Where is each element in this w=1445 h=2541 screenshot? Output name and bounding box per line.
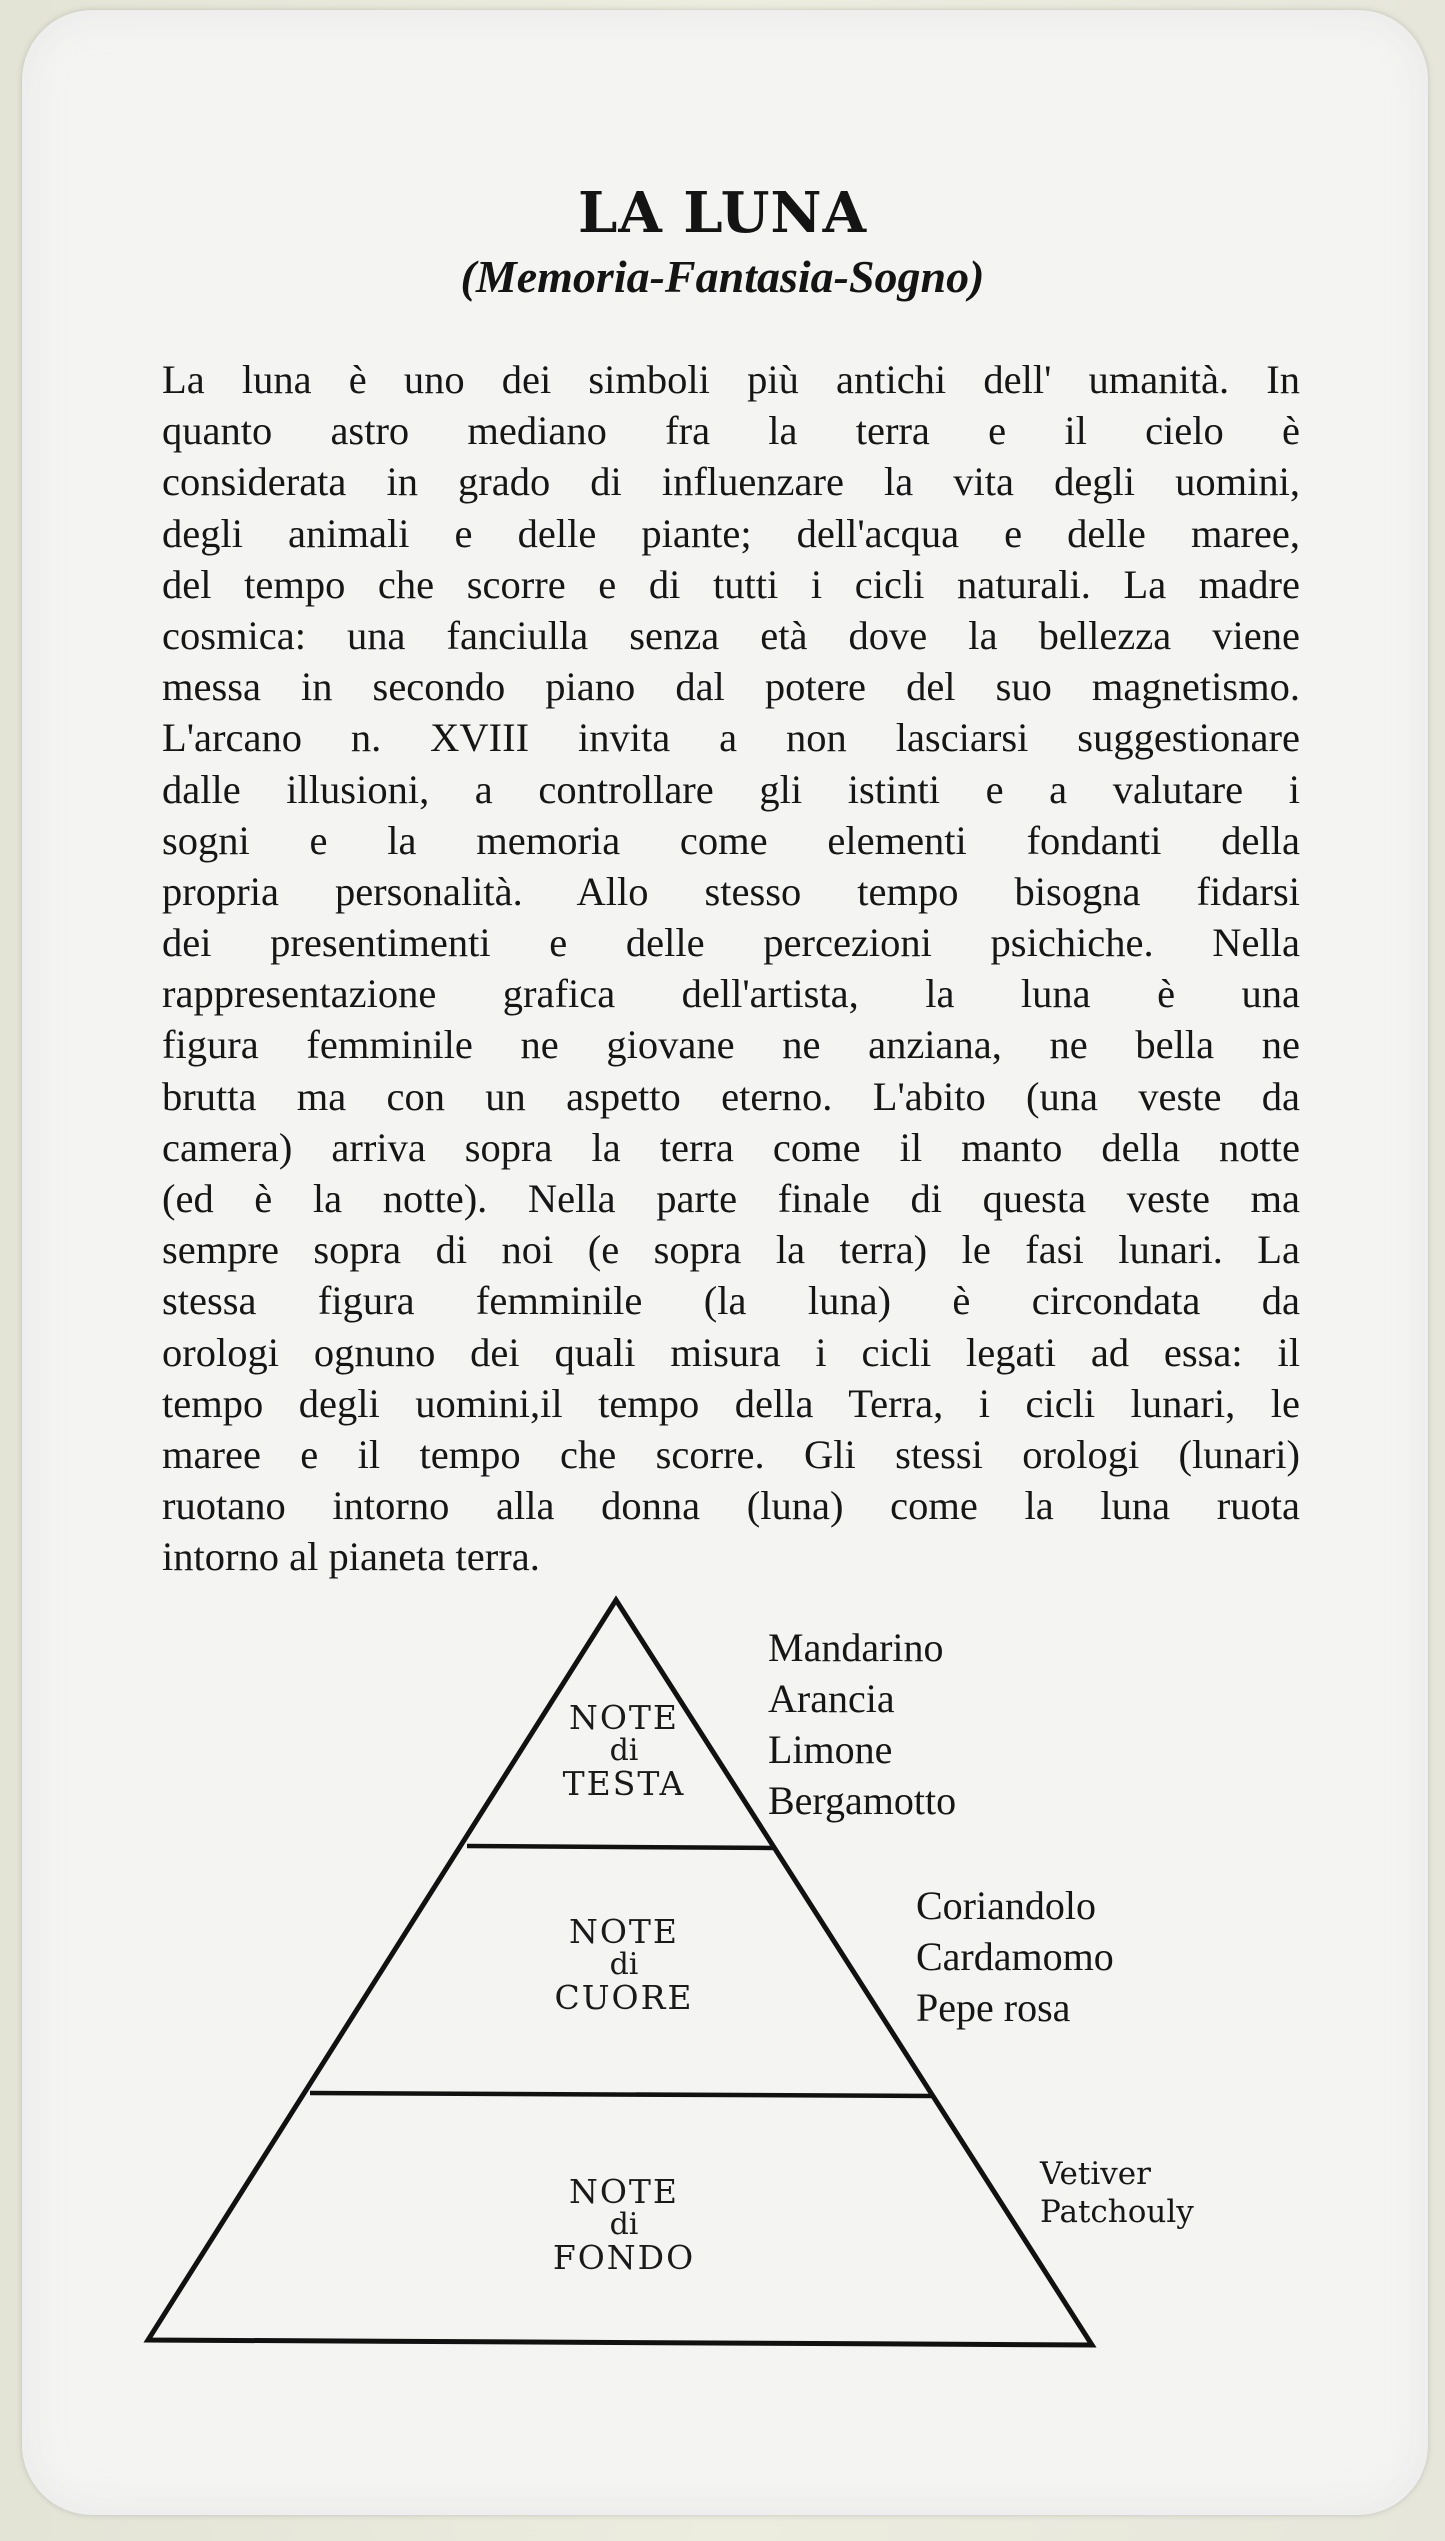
- heart-notes-ingredients: [916, 1880, 1114, 2033]
- card-title: LA LUNA: [577, 180, 868, 246]
- label-fondo: FONDO: [552, 2238, 696, 2277]
- text-line: tempo degli uomini,il tempo della Terra, i cicli lunari, le: [162, 1380, 1300, 1426]
- text-line: ruotano intorno alla donna (luna) come la luna ruota: [162, 1483, 1300, 1529]
- text-line: camera) arriva sopra la terra come il manto della notte: [162, 1124, 1300, 1170]
- top-notes-label: [514, 1700, 734, 1802]
- text-line: rappresentazione grafica dell'artista, la luna è una: [162, 971, 1300, 1017]
- text-line: maree e il tempo che scorre. Gli stessi orologi (lunari): [162, 1431, 1300, 1477]
- top-notes-ingredients: [768, 1622, 956, 1826]
- heart-notes-label: [514, 1914, 734, 2016]
- text-line: cosmica: una fanciulla senza età dove la bellezza viene: [162, 612, 1300, 658]
- text-line: dei presentimenti e delle percezioni psichiche. Nella: [162, 920, 1300, 966]
- text-line: sempre sopra di noi (e sopra la terra) le fasi lunari. La: [162, 1227, 1300, 1273]
- text-line: sogni e la memoria come elementi fondanti della: [162, 817, 1300, 863]
- text-line: La luna è uno dei simboli più antichi dell' umanità. In: [162, 357, 1300, 402]
- label-note: NOTE: [568, 1698, 680, 1737]
- label-note: NOTE: [568, 1912, 680, 1951]
- text-line: degli animali e delle piante; dell'acqua e delle maree,: [162, 510, 1300, 556]
- ingredient: Mandarino: [768, 1625, 944, 1670]
- text-line: propria personalità. Allo stesso tempo bisogna fidarsi: [162, 868, 1300, 914]
- text-line: considerata in grado di influenzare la vita degli uomini,: [162, 459, 1300, 505]
- ingredient: Cardamomo: [916, 1934, 1114, 1979]
- text-line: orologi ognuno dei quali misura i cicli legati ad essa: il: [162, 1329, 1300, 1375]
- text-line: del tempo che scorre e di tutti i cicli naturali. La madre: [162, 561, 1300, 607]
- ingredient: Arancia: [768, 1676, 895, 1721]
- ingredient: Limone: [768, 1727, 893, 1772]
- ingredient: Vetiver: [1040, 2156, 1151, 2192]
- text-line: (ed è la notte). Nella parte finale di questa veste ma: [162, 1176, 1300, 1221]
- text-line: stessa figura femminile (la luna) è circondata da: [162, 1278, 1300, 1324]
- text-line: dalle illusioni, a controllare gli istinti e a valutare i: [162, 766, 1300, 812]
- text-line: messa in secondo piano dal potere del suo magnetismo.: [162, 664, 1300, 710]
- label-testa: TESTA: [562, 1764, 686, 1803]
- text-line: quanto astro mediano fra la terra e il cielo è: [162, 408, 1300, 454]
- text-line: brutta ma con un aspetto eterno. L'abito (una veste da: [162, 1073, 1300, 1119]
- label-note: NOTE: [568, 2172, 680, 2211]
- label-di: di: [609, 1733, 639, 1768]
- ingredient: Patchouly: [1040, 2194, 1194, 2230]
- text-line: figura femminile ne giovane ne anziana, ne bella ne: [162, 1022, 1300, 1068]
- ingredient: Pepe rosa: [916, 1985, 1071, 2030]
- text-line: intorno al pianeta terra.: [162, 1534, 540, 1580]
- base-notes-label: [514, 2174, 734, 2276]
- label-di: di: [609, 2207, 639, 2242]
- ingredient: Coriandolo: [916, 1883, 1096, 1928]
- label-di: di: [609, 1947, 639, 1982]
- ingredient: Bergamotto: [768, 1778, 957, 1823]
- label-cuore: CUORE: [554, 1978, 694, 2017]
- pyramid-divider-top: [467, 1846, 774, 1848]
- text-line: L'arcano n. XVIII invita a non lasciarsi suggestionare: [162, 715, 1300, 761]
- card-subtitle: (Memoria-Fantasia-Sogno): [460, 251, 985, 302]
- base-notes-ingredients: [1040, 2155, 1194, 2231]
- pyramid-divider-middle: [310, 2093, 934, 2096]
